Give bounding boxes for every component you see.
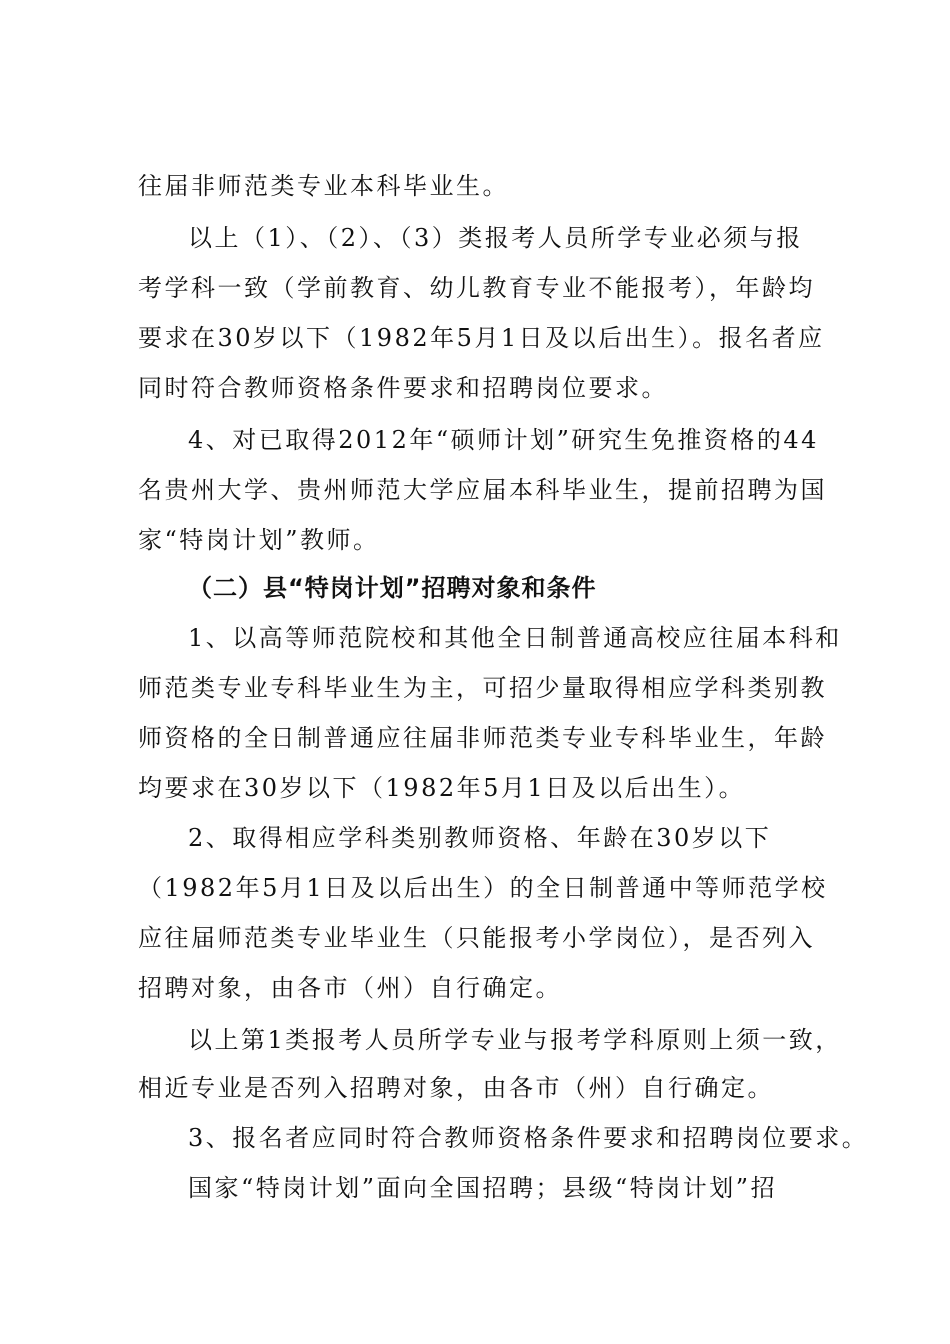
paragraph-line: 4、对已取得2012年“硕师计划”研究生免推资格的44 bbox=[188, 426, 819, 454]
paragraph-line: 同时符合教师资格条件要求和招聘岗位要求。 bbox=[138, 374, 668, 402]
paragraph-line: 招聘对象，由各市（州）自行确定。 bbox=[138, 974, 562, 1002]
paragraph-line: 师资格的全日制普通应往届非师范类专业专科毕业生，年龄 bbox=[138, 724, 827, 752]
section-heading: （二）县“特岗计划”招聘对象和条件 bbox=[188, 574, 597, 602]
paragraph-line: 以上（1）、（2）、（3）类报考人员所学专业必须与报 bbox=[188, 224, 803, 252]
paragraph-line: 以上第1类报考人员所学专业与报考学科原则上须一致， bbox=[188, 1026, 842, 1054]
paragraph-line: 要求在30岁以下（1982年5月1日及以后出生）。报名者应 bbox=[138, 324, 825, 352]
paragraph-line: 国家“特岗计划”面向全国招聘；县级“特岗计划”招 bbox=[188, 1174, 778, 1202]
paragraph-line: 家“特岗计划”教师。 bbox=[138, 526, 380, 554]
paragraph-line: 考学科一致（学前教育、幼儿教育专业不能报考），年龄均 bbox=[138, 274, 815, 302]
paragraph-line: （1982年5月1日及以后出生）的全日制普通中等师范学校 bbox=[138, 874, 828, 902]
paragraph-line: 应往届师范类专业毕业生（只能报考小学岗位），是否列入 bbox=[138, 924, 815, 952]
paragraph-line: 相近专业是否列入招聘对象，由各市（州）自行确定。 bbox=[138, 1074, 774, 1102]
paragraph-line: 名贵州大学、贵州师范大学应届本科毕业生，提前招聘为国 bbox=[138, 476, 827, 504]
paragraph-line: 均要求在30岁以下（1982年5月1日及以后出生）。 bbox=[138, 774, 746, 802]
paragraph-line: 师范类专业专科毕业生为主，可招少量取得相应学科类别教 bbox=[138, 674, 827, 702]
paragraph-line: 1、以高等师范院校和其他全日制普通高校应往届本科和 bbox=[188, 624, 842, 652]
paragraph-line: 3、报名者应同时符合教师资格条件要求和招聘岗位要求。 bbox=[188, 1124, 869, 1152]
paragraph-line: 往届非师范类专业本科毕业生。 bbox=[138, 172, 509, 200]
paragraph-line: 2、取得相应学科类别教师资格、年龄在30岁以下 bbox=[188, 824, 772, 852]
